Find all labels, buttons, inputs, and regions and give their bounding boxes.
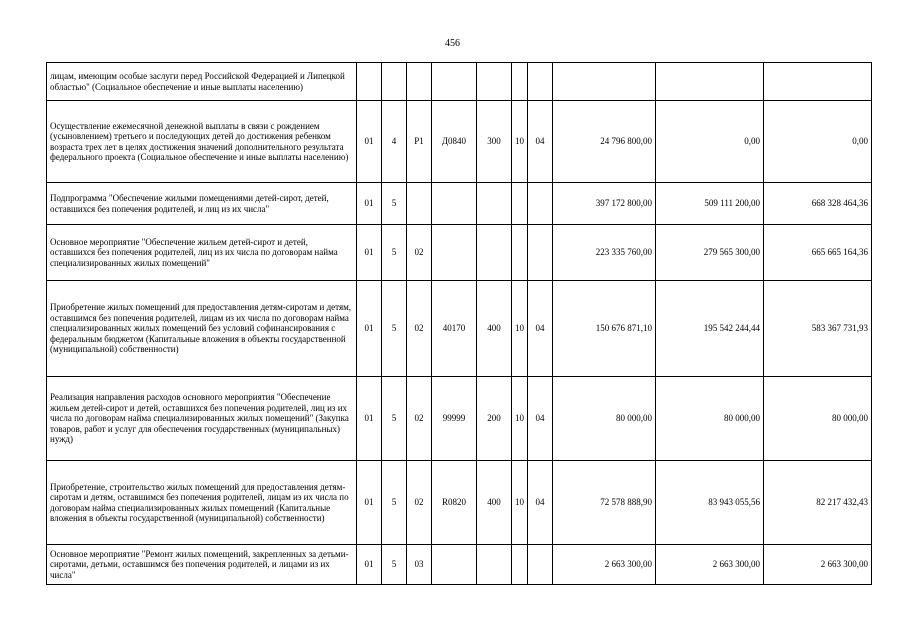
- direction-code: [432, 545, 477, 585]
- amount-year-3: 583 367 731,93: [764, 281, 872, 377]
- row-description: Основное мероприятие "Ремонт жилых помещений, закрепленных за детьми-сиротами, детьми, оставшимся без попечения родителей, и лицами из их числа": [47, 545, 357, 585]
- table-row: [47, 101, 872, 183]
- event-code: [407, 63, 432, 101]
- direction-code: [432, 225, 477, 281]
- row-description: Приобретение, строительство жилых помещений для предоставления детям-сиротам и детям, оставшимся без попечения родителей, лицам из их числа по договорам найма специализированных жилых помещений (Капитальные вложения в объекты государственной (муниципальной) собственности): [47, 461, 357, 545]
- amount-year-1: [553, 63, 656, 101]
- subsection-code: 04: [528, 377, 553, 461]
- table-row: [47, 461, 872, 545]
- amount-year-2: 279 565 300,00: [656, 225, 764, 281]
- expense-type-code: [477, 225, 512, 281]
- amount-year-3: [764, 63, 872, 101]
- amount-year-3: 665 665 164,36: [764, 225, 872, 281]
- amount-year-3: 80 000,00: [764, 377, 872, 461]
- section-code: 10: [512, 377, 528, 461]
- table-row: [47, 225, 872, 281]
- row-description: Подпрограмма "Обеспечение жилыми помещениями детей-сирот, детей, оставшихся без попечения родителей, и лиц из их числа": [47, 183, 357, 225]
- event-code: [407, 183, 432, 225]
- subsection-code: 04: [528, 461, 553, 545]
- event-code: 02: [407, 225, 432, 281]
- event-code: 02: [407, 461, 432, 545]
- amount-year-2: 509 111 200,00: [656, 183, 764, 225]
- subprogram-code: [382, 63, 407, 101]
- direction-code: [432, 63, 477, 101]
- subprogram-code: 5: [382, 281, 407, 377]
- section-code: 10: [512, 101, 528, 183]
- subsection-code: [528, 183, 553, 225]
- event-code: 02: [407, 377, 432, 461]
- subprogram-code: 5: [382, 183, 407, 225]
- section-code: [512, 545, 528, 585]
- amount-year-2: 2 663 300,00: [656, 545, 764, 585]
- expense-type-code: 200: [477, 377, 512, 461]
- direction-code: Д0840: [432, 101, 477, 183]
- page-number: 456: [445, 38, 460, 49]
- subsection-code: 04: [528, 281, 553, 377]
- program-code: 01: [357, 377, 382, 461]
- program-code: 01: [357, 461, 382, 545]
- table-row: [47, 281, 872, 377]
- amount-year-1: 2 663 300,00: [553, 545, 656, 585]
- table-row: [47, 545, 872, 585]
- table-row: [47, 183, 872, 225]
- direction-code: 40170: [432, 281, 477, 377]
- amount-year-1: 72 578 888,90: [553, 461, 656, 545]
- amount-year-1: 223 335 760,00: [553, 225, 656, 281]
- section-code: [512, 63, 528, 101]
- direction-code: [432, 183, 477, 225]
- amount-year-3: 668 328 464,36: [764, 183, 872, 225]
- subprogram-code: 5: [382, 545, 407, 585]
- program-code: [357, 63, 382, 101]
- section-code: [512, 225, 528, 281]
- program-code: 01: [357, 183, 382, 225]
- expense-type-code: [477, 545, 512, 585]
- subsection-code: [528, 545, 553, 585]
- amount-year-2: 195 542 244,44: [656, 281, 764, 377]
- amount-year-1: 80 000,00: [553, 377, 656, 461]
- row-description: Основное мероприятие "Обеспечение жильем детей-сирот и детей, оставшихся без попечения родителей, лиц из их числа по договорам найма специализированных жилых помещений": [47, 225, 357, 281]
- row-description: Приобретение жилых помещений для предоставления детям-сиротам и детям, оставшимся без попечения родителей, лицам из их числа по договорам найма специализированных жилых помещений без условий софинансирования с федеральным бюджетом (Капитальные вложения в объекты государственной (муниципальной) собственности): [47, 281, 357, 377]
- program-code: 01: [357, 281, 382, 377]
- subprogram-code: 4: [382, 101, 407, 183]
- event-code: 02: [407, 281, 432, 377]
- program-code: 01: [357, 545, 382, 585]
- section-code: [512, 183, 528, 225]
- budget-table: [46, 62, 872, 585]
- program-code: 01: [357, 225, 382, 281]
- event-code: 03: [407, 545, 432, 585]
- expense-type-code: [477, 63, 512, 101]
- direction-code: 99999: [432, 377, 477, 461]
- direction-code: R0820: [432, 461, 477, 545]
- subprogram-code: 5: [382, 225, 407, 281]
- table-row: [47, 377, 872, 461]
- subsection-code: 04: [528, 101, 553, 183]
- program-code: 01: [357, 101, 382, 183]
- table-row: [47, 63, 872, 101]
- amount-year-3: 2 663 300,00: [764, 545, 872, 585]
- row-description: лицам, имеющим особые заслуги перед Российской Федерацией и Липецкой областью" (Социальное обеспечение и иные выплаты населению): [47, 63, 357, 101]
- amount-year-1: 150 676 871,10: [553, 281, 656, 377]
- amount-year-3: 0,00: [764, 101, 872, 183]
- amount-year-1: 397 172 800,00: [553, 183, 656, 225]
- amount-year-2: 80 000,00: [656, 377, 764, 461]
- subprogram-code: 5: [382, 377, 407, 461]
- subsection-code: [528, 63, 553, 101]
- event-code: P1: [407, 101, 432, 183]
- subprogram-code: 5: [382, 461, 407, 545]
- expense-type-code: 300: [477, 101, 512, 183]
- subsection-code: [528, 225, 553, 281]
- amount-year-1: 24 796 800,00: [553, 101, 656, 183]
- row-description: Осуществление ежемесячной денежной выплаты в связи с рождением (усыновлением) третьего и последующих детей до достижения ребенком возраста трех лет в целях достижения значений дополнительного результата федерального проекта (Социальное обеспечение и иные выплаты населению): [47, 101, 357, 183]
- section-code: 10: [512, 461, 528, 545]
- row-description: Реализация направления расходов основного мероприятия "Обеспечение жильем детей-сирот и детей, оставшихся без попечения родителей, лиц из их числа по договорам найма специализированных жилых помещений" (Закупка товаров, работ и услуг для обеспечения государственных (муниципальных) нужд): [47, 377, 357, 461]
- expense-type-code: 400: [477, 461, 512, 545]
- expense-type-code: 400: [477, 281, 512, 377]
- amount-year-2: [656, 63, 764, 101]
- expense-type-code: [477, 183, 512, 225]
- amount-year-2: 0,00: [656, 101, 764, 183]
- amount-year-3: 82 217 432,43: [764, 461, 872, 545]
- amount-year-2: 83 943 055,56: [656, 461, 764, 545]
- section-code: 10: [512, 281, 528, 377]
